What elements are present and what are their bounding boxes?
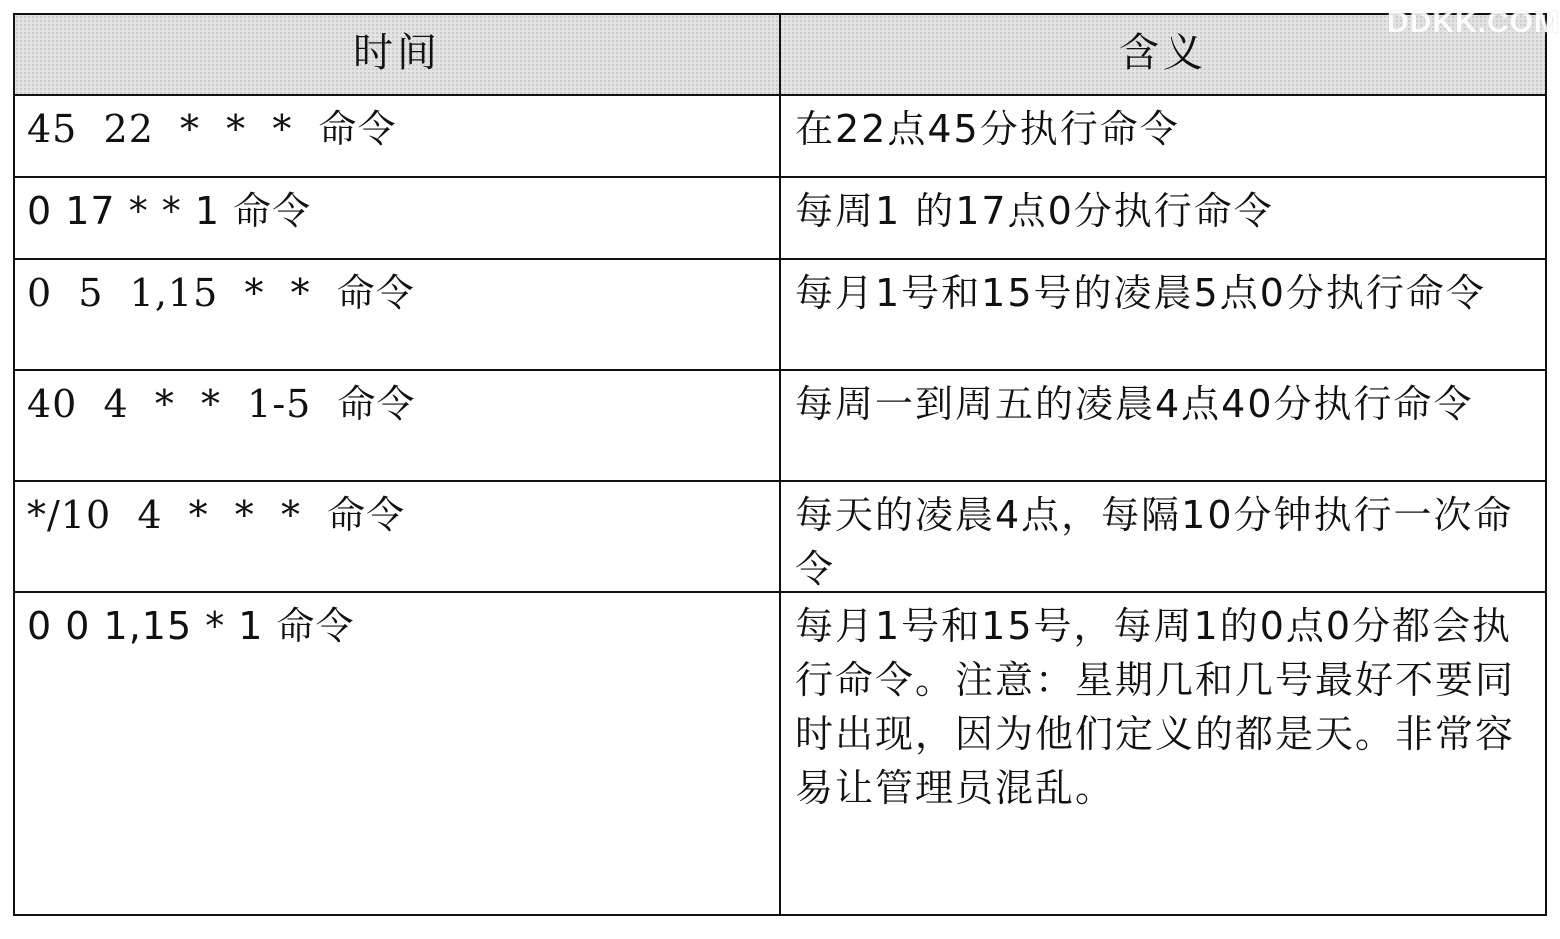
time-cell xyxy=(15,260,781,369)
meaning-text: 每月1号和15号，每周1的0点0分都会执行命令。注意：星期几和几号最好不要同时出现，因为他们定义的都是天。非常容易让管理员混乱。 xyxy=(795,604,1516,810)
meaning-text: 在22点45分执行命令 xyxy=(795,107,1180,151)
meaning-cell xyxy=(781,593,1545,914)
meaning-cell xyxy=(781,96,1545,176)
time-text: 40 4 * * 1-5 命令 xyxy=(27,382,416,426)
table-row xyxy=(15,178,1545,260)
meaning-cell xyxy=(781,371,1545,480)
time-text: */10 4 * * * 命令 xyxy=(27,493,406,537)
meaning-cell xyxy=(781,260,1545,369)
time-cell xyxy=(15,593,781,914)
header-meaning: 含义 xyxy=(1119,30,1207,76)
cron-table xyxy=(13,13,1547,916)
table-row xyxy=(15,482,1545,593)
table-row xyxy=(15,593,1545,914)
meaning-text: 每周一到周五的凌晨4点40分执行命令 xyxy=(795,382,1474,426)
meaning-cell xyxy=(781,482,1545,591)
time-text: 0 17 * * 1 命令 xyxy=(27,189,312,233)
time-text: 45 22 * * * 命令 xyxy=(27,107,397,151)
time-text: 0 5 1,15 * * 命令 xyxy=(27,271,415,315)
time-cell xyxy=(15,371,781,480)
meaning-text: 每月1号和15号的凌晨5点0分执行命令 xyxy=(795,271,1486,315)
table-row xyxy=(15,260,1545,371)
time-cell xyxy=(15,96,781,176)
watermark-text: DDKK.COM xyxy=(1387,6,1560,39)
meaning-cell xyxy=(781,178,1545,258)
time-text: 0 0 1,15 * 1 命令 xyxy=(27,604,355,648)
table-header-row xyxy=(15,15,1545,96)
time-cell xyxy=(15,178,781,258)
header-time: 时间 xyxy=(15,15,781,94)
meaning-text: 每天的凌晨4点，每隔10分钟执行一次命令 xyxy=(795,493,1514,591)
table-row xyxy=(15,371,1545,482)
time-cell xyxy=(15,482,781,591)
table-row xyxy=(15,96,1545,178)
meaning-text: 每周1 的17点0分执行命令 xyxy=(795,189,1274,233)
